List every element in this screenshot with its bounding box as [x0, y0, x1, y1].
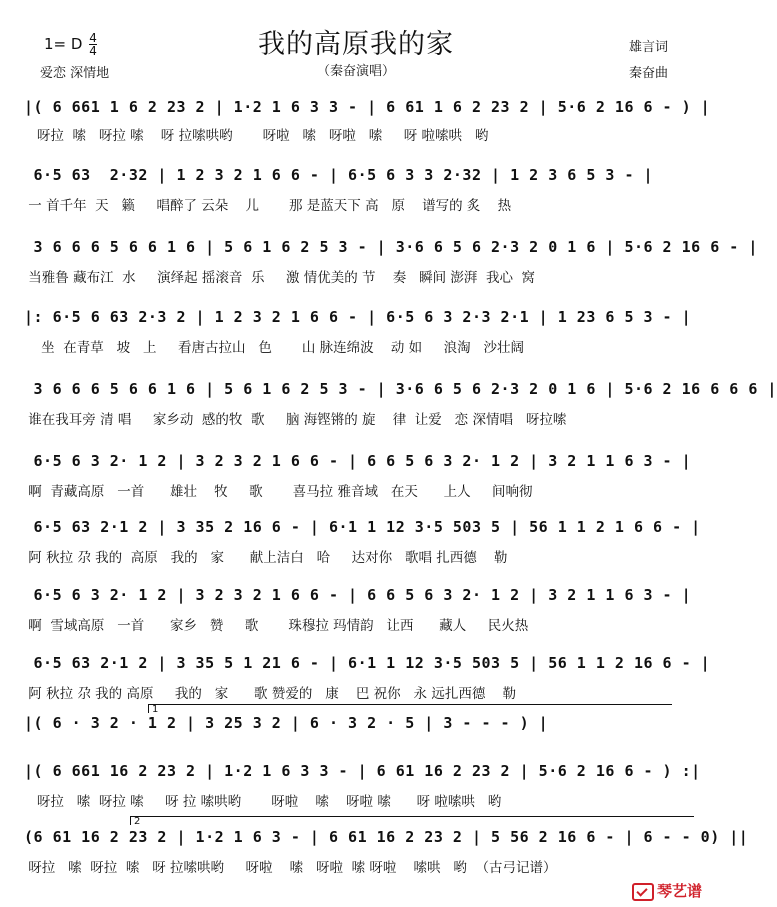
notation-line: 6·5 63 2·1 2 | 3 35 5 1 21 6 - | 6·1 1 12 3·5 503 5 | 56 1 1 2 16 6 - | [24, 654, 711, 672]
lyrics-line: 谁在我耳旁 清 唱 家乡动 感的牧 歌 脑 海铿锵的 旋 律 让爱 恋 深情唱 呀拉嗦 [24, 412, 567, 428]
notation-line: (6 61 16 2 23 2 | 1·2 1 6 3 - | 6 61 16 2 23 2 | 5 56 2 16 6 - | 6 - - 0) || [24, 828, 749, 846]
lyrics-line: 啊 雪域高原 一首 家乡 赞 歌 珠穆拉 玛情韵 让西 藏人 民火热 [24, 618, 529, 634]
site-logo [632, 880, 702, 901]
notation-line: |( 6 · 3 2 · 1 2 | 3 25 3 2 | 6 · 3 2 · 5 | 3 - - - ) | [24, 714, 549, 732]
lyrics-line: 呀拉 嗦 呀拉 嗦 呀 拉嗦哄哟 呀啦 嗦 呀啦 嗦 呀啦 嗦哄 哟 （古弓记谱） [24, 860, 557, 876]
composer: 秦奋曲 [628, 66, 668, 81]
lyrics-line: 坐 在青草 坡 上 看唐古拉山 色 山 脉连绵波 动 如 浪淘 沙壮阔 [24, 340, 524, 356]
lyrics-line: 阿 秋拉 尕 我的 高原 我的 家 歌 赞爱的 康 巴 祝你 永 远扎西德 勒 [24, 686, 516, 702]
logo-icon [632, 883, 654, 901]
logo-text: 琴艺谱 [656, 882, 702, 900]
time-numerator: 4 [89, 31, 97, 45]
lyricist: 雄言词 [628, 40, 668, 55]
notation-line: 6·5 63 2·32 | 1 2 3 2 1 6 6 - | 6·5 6 3 3 2·32 | 1 2 3 6 5 3 - | [24, 166, 654, 184]
lyrics-line: 啊 青藏高原 一首 雄壮 牧 歌 喜马拉 雅音域 在天 上人 间响彻 [24, 484, 533, 500]
time-denominator: 4 [89, 44, 97, 58]
time-signature [89, 32, 97, 57]
volta-number: 2 [134, 816, 141, 827]
notation-line: 3 6 6 6 5 6 6 1 6 | 5 6 1 6 2 5 3 - | 3·6 6 5 6 2·3 2 0 1 6 | 5·6 2 16 6 - | [24, 238, 758, 256]
key-signature [44, 32, 97, 57]
expression-mark: 爱恋 深情地 [40, 66, 110, 81]
performer: （秦奋演唱） [316, 64, 395, 79]
notation-line: |( 6 661 16 2 23 2 | 1·2 1 6 3 3 - | 6 61 16 2 23 2 | 5·6 2 16 6 - ) :| [24, 762, 701, 780]
lyrics-line: 呀拉 嗦 呀拉 嗦 呀 拉嗦哄哟 呀啦 嗦 呀啦 嗦 呀 啦嗦哄 哟 [24, 128, 489, 144]
key-label: 1= D [44, 35, 83, 53]
notation-line: 3 6 6 6 5 6 6 1 6 | 5 6 1 6 2 5 3 - | 3·6 6 5 6 2·3 2 0 1 6 | 5·6 2 16 6 6 6 | [24, 380, 777, 398]
song-title: 我的高原我的家 [258, 29, 454, 60]
notation-line: 6·5 63 2·1 2 | 3 35 2 16 6 - | 6·1 1 12 3·5 503 5 | 56 1 1 2 1 6 6 - | [24, 518, 701, 536]
lyrics-line: 阿 秋拉 尕 我的 高原 我的 家 献上洁白 哈 达对你 歌唱 扎西德 勒 [24, 550, 508, 566]
notation-line: |: 6·5 6 63 2·3 2 | 1 2 3 2 1 6 6 - | 6·5 6 3 2·3 2·1 | 1 23 6 5 3 - | [24, 308, 692, 326]
volta-second-ending [130, 816, 694, 825]
lyrics-line: 当雅鲁 藏布江 水 演绎起 摇滚音 乐 激 情优美的 节 奏 瞬间 澎湃 我心 窝 [24, 270, 536, 286]
volta-first-ending [148, 704, 672, 713]
notation-line: 6·5 6 3 2· 1 2 | 3 2 3 2 1 6 6 - | 6 6 5 6 3 2· 1 2 | 3 2 1 1 6 3 - | [24, 586, 692, 604]
lyrics-line: 一 首千年 天 籁 唱醉了 云朵 儿 那 是蓝天下 高 原 谱写的 炙 热 [24, 198, 512, 214]
notation-line: |( 6 661 1 6 2 23 2 | 1·2 1 6 3 3 - | 6 61 1 6 2 23 2 | 5·6 2 16 6 - ) | [24, 98, 711, 116]
lyrics-line: 呀拉 嗦 呀拉 嗦 呀 拉 嗦哄哟 呀啦 嗦 呀啦 嗦 呀 啦嗦哄 哟 [24, 794, 502, 810]
notation-line: 6·5 6 3 2· 1 2 | 3 2 3 2 1 6 6 - | 6 6 5 6 3 2· 1 2 | 3 2 1 1 6 3 - | [24, 452, 692, 470]
volta-number: 1 [152, 704, 159, 715]
